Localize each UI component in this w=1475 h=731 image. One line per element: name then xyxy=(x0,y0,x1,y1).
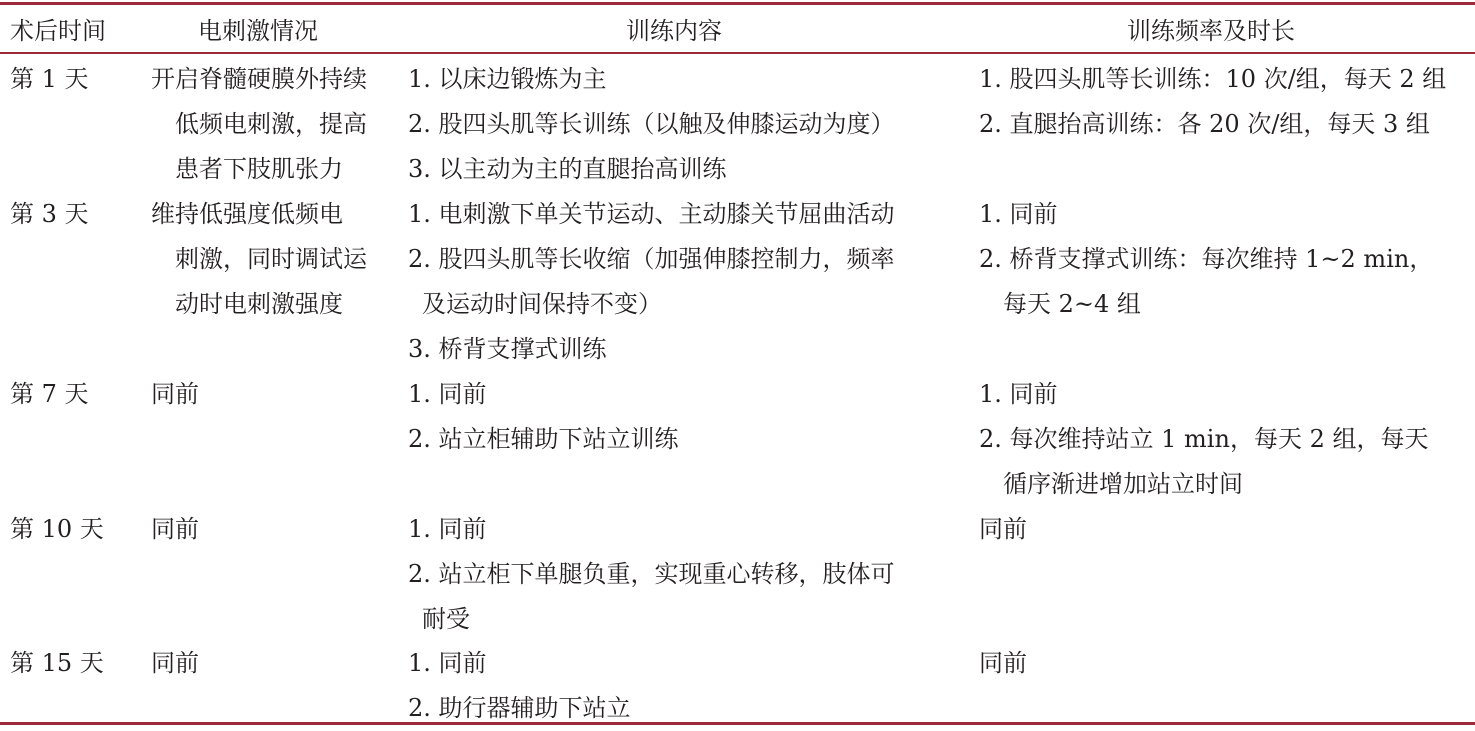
header-postop-time: 术后时间 xyxy=(10,17,106,45)
frequency-line: 循序渐进增加站立时间 xyxy=(1003,470,1243,498)
table-bottom-rule xyxy=(0,722,1475,725)
training-content-line: 2. 站立柜辅助下站立训练 xyxy=(408,425,679,453)
frequency-line: 1. 同前 xyxy=(979,200,1058,228)
stimulation-line: 低频电刺激，提高 xyxy=(175,110,367,138)
frequency-line: 1. 同前 xyxy=(979,380,1058,408)
row-time: 第 10 天 xyxy=(10,515,104,543)
stimulation-line: 维持低强度低频电 xyxy=(151,200,343,228)
frequency-line: 同前 xyxy=(979,515,1027,543)
frequency-line: 同前 xyxy=(979,649,1027,677)
frequency-line: 每天 2~4 组 xyxy=(1003,290,1141,318)
training-content-line: 3. 桥背支撑式训练 xyxy=(408,335,607,363)
training-content-line: 2. 股四头肌等长收缩（加强伸膝控制力，频率 xyxy=(408,245,895,273)
training-content-line: 1. 同前 xyxy=(408,515,487,543)
frequency-line: 2. 桥背支撑式训练：每次维持 1~2 min， xyxy=(979,245,1434,273)
header-frequency-duration: 训练频率及时长 xyxy=(1127,17,1295,45)
row-time: 第 1 天 xyxy=(10,65,89,93)
training-content-line: 1. 同前 xyxy=(408,380,487,408)
table-top-rule xyxy=(0,2,1475,5)
training-content-line: 2. 助行器辅助下站立 xyxy=(408,694,631,722)
training-content-line: 及运动时间保持不变） xyxy=(422,290,662,318)
header-stimulation: 电刺激情况 xyxy=(198,17,318,45)
frequency-line: 2. 直腿抬高训练：各 20 次/组，每天 3 组 xyxy=(979,110,1430,138)
training-content-line: 1. 电刺激下单关节运动、主动膝关节屈曲活动 xyxy=(408,200,895,228)
training-content-line: 3. 以主动为主的直腿抬高训练 xyxy=(408,155,727,183)
row-time: 第 3 天 xyxy=(10,200,89,228)
stimulation-line: 刺激，同时调试运 xyxy=(175,245,367,273)
stimulation-line: 同前 xyxy=(151,380,199,408)
stimulation-line: 患者下肢肌张力 xyxy=(175,155,343,183)
frequency-line: 1. 股四头肌等长训练：10 次/组，每天 2 组 xyxy=(979,65,1447,93)
stimulation-line: 同前 xyxy=(151,649,199,677)
training-content-line: 2. 站立柜下单腿负重，实现重心转移，肢体可 xyxy=(408,560,895,588)
row-time: 第 7 天 xyxy=(10,380,89,408)
training-content-line: 1. 同前 xyxy=(408,649,487,677)
training-content-line: 2. 股四头肌等长训练（以触及伸膝运动为度） xyxy=(408,110,895,138)
stimulation-line: 同前 xyxy=(151,515,199,543)
training-content-line: 1. 以床边锻炼为主 xyxy=(408,65,607,93)
row-time: 第 15 天 xyxy=(10,649,104,677)
training-content-line: 耐受 xyxy=(422,605,470,633)
table-header-rule xyxy=(0,52,1475,54)
stimulation-line: 动时电刺激强度 xyxy=(175,290,343,318)
header-training-content: 训练内容 xyxy=(626,17,722,45)
frequency-line: 2. 每次维持站立 1 min，每天 2 组，每天 xyxy=(979,425,1429,453)
stimulation-line: 开启脊髓硬膜外持续 xyxy=(151,65,367,93)
